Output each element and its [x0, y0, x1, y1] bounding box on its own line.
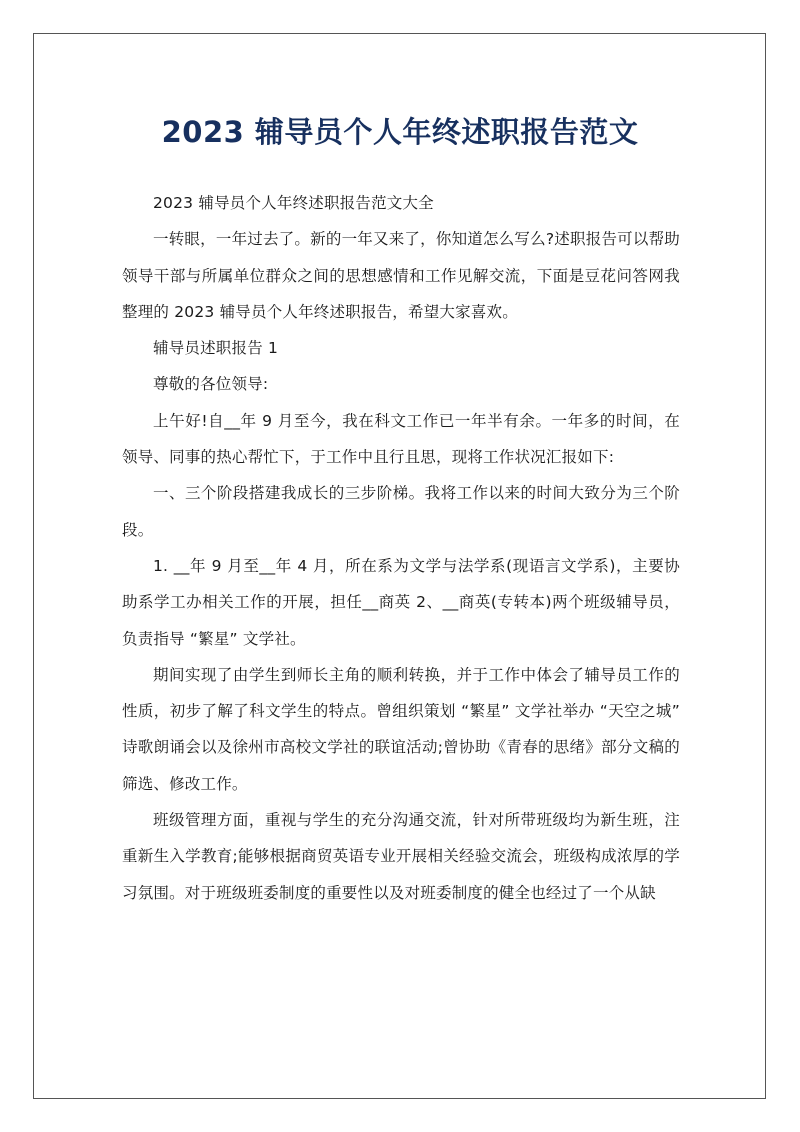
paragraph-section-one: 一、三个阶段搭建我成长的三步阶梯。我将工作以来的时间大致分为三个阶段。	[122, 484, 680, 539]
paragraph-report-heading: 辅导员述职报告 1	[153, 339, 279, 358]
paragraph-greeting: 上午好!自__年 9 月至今，我在科文工作已一年半有余。一年多的时间，在领导、同事的热心帮忙下，于工作中且行且思，现将工作状况汇报如下:	[122, 411, 680, 467]
paragraph-stage-one: 1. __年 9 月至__年 4 月，所在系为文学与法学系(现语言文学系)，主要协助系学工办相关工作的开展，担任__商英 2、__商英(专转本)两个班级辅导员，负责指导 “繁星” 文学社。	[122, 556, 680, 648]
paragraph-subtitle: 2023 辅导员个人年终述职报告范文大全	[153, 194, 434, 212]
document-title: 2023 辅导员个人年终述职报告范文	[161, 115, 639, 149]
paragraph-salutation: 尊敬的各位领导:	[153, 375, 269, 394]
document-body	[122, 185, 680, 911]
paragraph-intro: 一转眼，一年过去了。新的一年又来了，你知道怎么写么?述职报告可以帮助领导干部与所属单位群众之间的思想感情和工作见解交流，下面是豆花问答网我整理的 2023 辅导员个人年终述职报告，希望大家喜欢。	[122, 230, 680, 321]
paragraph-class-management: 班级管理方面，重视与学生的充分沟通交流，针对所带班级均为新生班，注重新生入学教育;能够根据商贸英语专业开展相关经验交流会，班级构成浓厚的学习氛围。对于班级班委制度的重要性以及对班委制度的健全也经过了一个从缺	[122, 811, 680, 902]
paragraph-period-summary: 期间实现了由学生到师长主角的顺利转换，并于工作中体会了辅导员工作的性质，初步了解了科文学生的特点。曾组织策划 “繁星” 文学社举办 “天空之城” 诗歌朗诵会以及徐州市高校文学社的联谊活动;曾协助《青春的思绪》部分文稿的筛选、修改工作。	[122, 665, 680, 793]
